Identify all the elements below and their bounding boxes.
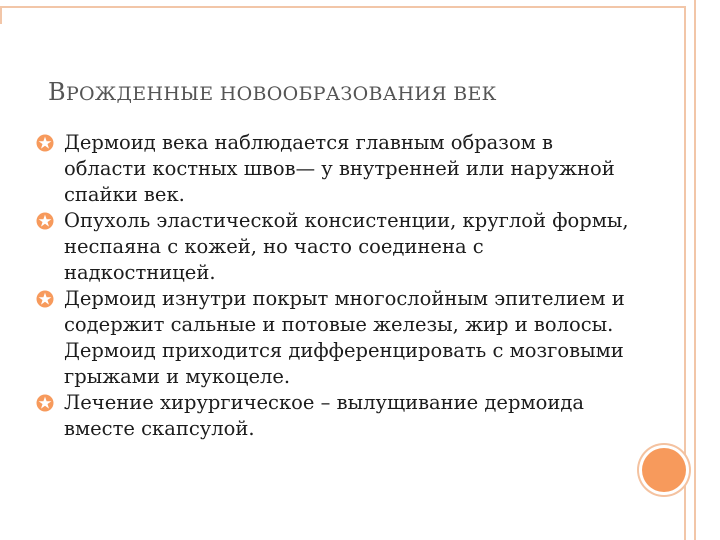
- title-first-letter: В: [48, 78, 66, 106]
- orange-star-icon: [36, 290, 54, 308]
- decorative-orange-circle: [642, 448, 686, 492]
- title-rest: РОЖДЕННЫЕ НОВООБРАЗОВАНИЯ ВЕК: [65, 83, 497, 105]
- bullet-item: [36, 208, 636, 286]
- frame-left-line: [0, 6, 2, 24]
- bullet-text: Дермоид века наблюдается главным образом в области костных швов— у внутренней или наружной спайки век.: [64, 131, 615, 206]
- bullet-text: Дермоид изнутри покрыт многослойным эпителием и содержит сальные и потовые железы, жир и волосы. Дермоид приходится дифференцировать с мозговыми грыжами и мукоцеле.: [64, 287, 625, 388]
- frame-right-line: [684, 6, 686, 540]
- orange-star-icon: [36, 394, 54, 412]
- bullet-text: Лечение хирургическое – вылущивание дермоида вместе скапсулой.: [64, 391, 584, 440]
- slide-title: [48, 78, 497, 106]
- orange-star-icon: [36, 134, 54, 152]
- bullet-item: [36, 286, 636, 390]
- bullet-item: [36, 130, 636, 208]
- orange-star-icon: [36, 212, 54, 230]
- bullet-item: [36, 390, 636, 442]
- bullet-text: Опухоль эластической консистенции, круглой формы, неспаяна с кожей, но часто соединена с надкостницей.: [64, 209, 629, 284]
- bullet-list: [36, 130, 636, 442]
- frame-top-line: [0, 6, 686, 8]
- frame-right-outer-line: [694, 0, 696, 540]
